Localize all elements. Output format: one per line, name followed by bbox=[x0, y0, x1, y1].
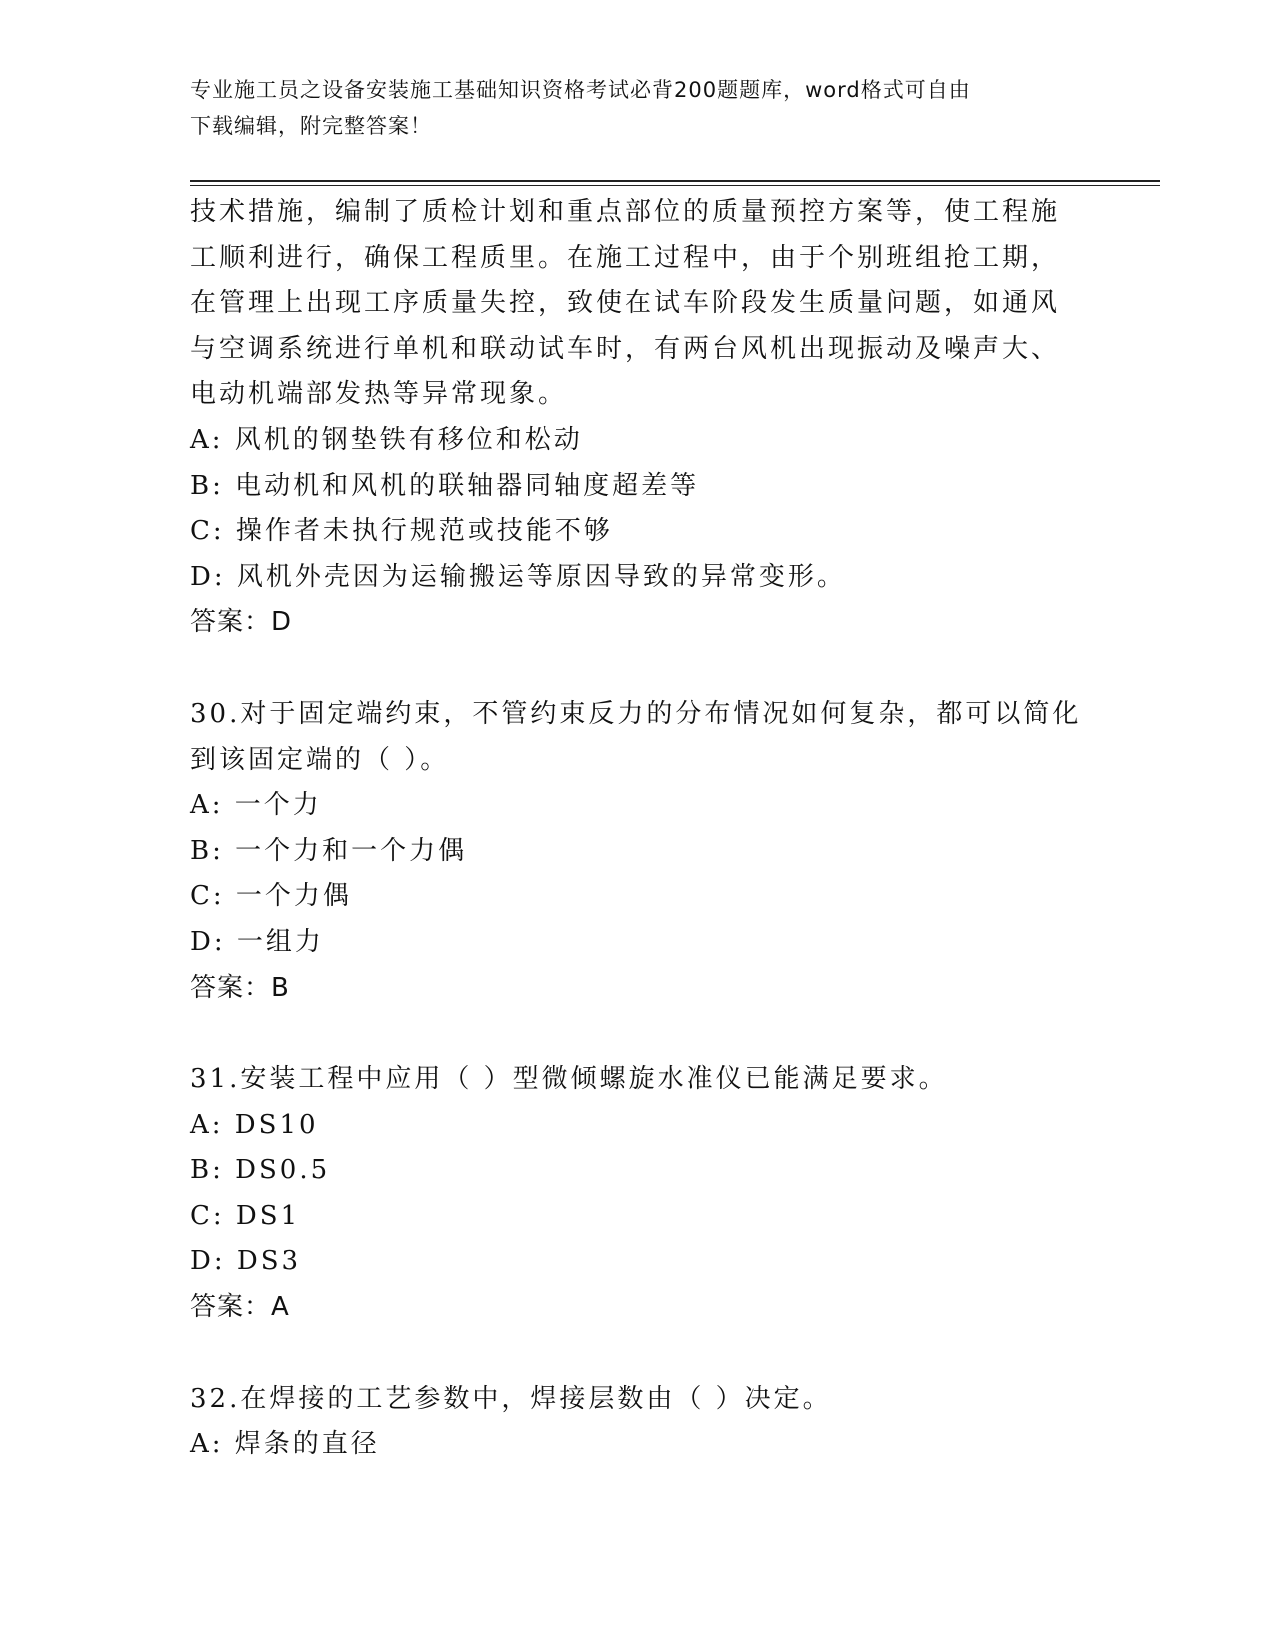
question-stem-line: 电动机端部发热等异常现象。 bbox=[190, 379, 568, 410]
option-a: A: 一个力 bbox=[190, 790, 322, 821]
question-stem-line: 31.安装工程中应用（ ）型微倾螺旋水准仪已能满足要求。 bbox=[190, 1064, 948, 1095]
question-stem-line: 32.在焊接的工艺参数中，焊接层数由（ ）决定。 bbox=[190, 1383, 832, 1414]
question-31 bbox=[190, 1057, 1090, 1331]
question-stem-line: 在管理上出现工序质量失控，致使在试车阶段发生质量问题，如通风 bbox=[190, 288, 1061, 319]
option-d: D: 风机外壳因为运输搬运等原因导致的异常变形。 bbox=[190, 561, 846, 592]
question-stem-line: 工顺利进行，确保工程质里。在施工过程中，由于个别班组抢工期， bbox=[190, 242, 1061, 273]
question-stem-line: 到该固定端的（ ）。 bbox=[190, 744, 450, 775]
option-d: D: DS3 bbox=[190, 1246, 302, 1277]
header-divider-thin bbox=[190, 185, 1160, 186]
question-list bbox=[190, 190, 1090, 1468]
option-d: D: 一组力 bbox=[190, 926, 324, 957]
question-30 bbox=[190, 692, 1090, 1011]
document-header bbox=[190, 72, 1090, 144]
option-b: B: 电动机和风机的联轴器同轴度超差等 bbox=[190, 470, 700, 501]
question-stem-line: 技术措施，编制了质检计划和重点部位的质量预控方案等，使工程施 bbox=[190, 197, 1061, 227]
option-a: A: DS10 bbox=[190, 1109, 319, 1140]
question-32 bbox=[190, 1377, 1090, 1468]
option-c: C: 一个力偶 bbox=[190, 881, 352, 912]
header-line-1: 专业施工员之设备安装施工基础知识资格考试必背200题题库，word格式可自由 bbox=[190, 78, 971, 102]
question-29 bbox=[190, 190, 1090, 646]
option-a: A: 焊条的直径 bbox=[190, 1429, 380, 1460]
question-stem-line: 30.对于固定端约束，不管约束反力的分布情况如何复杂，都可以简化 bbox=[190, 698, 1082, 729]
option-b: B: 一个力和一个力偶 bbox=[190, 835, 468, 866]
answer-label: 答案：B bbox=[190, 972, 290, 1003]
header-divider-thick bbox=[190, 180, 1160, 182]
answer-label: 答案：D bbox=[190, 607, 293, 638]
option-c: C: 操作者未执行规范或技能不够 bbox=[190, 516, 613, 547]
option-c: C: DS1 bbox=[190, 1200, 301, 1231]
option-a: A: 风机的钢垫铁有移位和松动 bbox=[190, 424, 583, 455]
answer-label: 答案：A bbox=[190, 1292, 290, 1323]
option-b: B: DS0.5 bbox=[190, 1155, 331, 1186]
question-stem-line: 与空调系统进行单机和联动试车时，有两台风机出现振动及噪声大、 bbox=[190, 333, 1061, 364]
header-line-2: 下载编辑，附完整答案！ bbox=[190, 114, 432, 138]
